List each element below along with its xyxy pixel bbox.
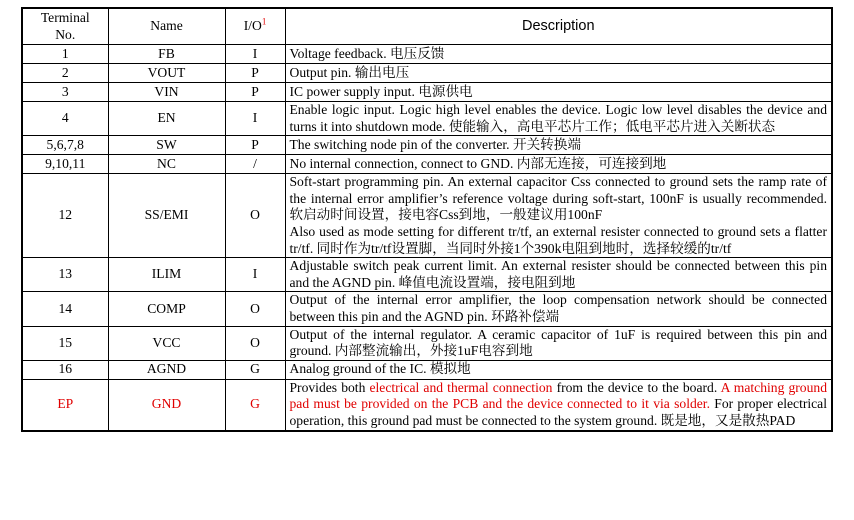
io-type-cell: O [225, 174, 285, 258]
pin-name-cell: VIN [108, 83, 225, 102]
io-type-cell: I [225, 102, 285, 136]
pin-name-cell: FB [108, 45, 225, 64]
pin-name-cell: SS/EMI [108, 174, 225, 258]
pin-name-cell: NC [108, 155, 225, 174]
description-paragraph-mode: Also used as mode setting for different tr/tf, an external resister connected to ground sets a flatter tr/tf. 同时作为tr/tf设置脚，当同时外接1个390k电阻到地时，选择较缓的tr/tf [289, 223, 827, 256]
description-text: Provides both [289, 379, 370, 395]
description-cell [285, 379, 832, 430]
table-row [22, 45, 832, 64]
description-paragraph-softstart: Soft-start programming pin. An external capacitor Css connected to ground sets the ramp rate of the internal error amplifier’s reference voltage during soft-start, 100nF is usually recommended. 软启动时间设置，接电容Css到地，一般建议用100nF [289, 174, 827, 223]
io-type-cell: G [225, 379, 285, 430]
pin-name-cell: COMP [108, 292, 225, 326]
pin-name-cell: VOUT [108, 64, 225, 83]
io-type-cell: O [225, 292, 285, 326]
header-name: Name [108, 8, 225, 45]
io-type-cell: / [225, 155, 285, 174]
description-cell: No internal connection, connect to GND. 内部无连接，可连接到地 [285, 155, 832, 174]
header-description: Description [285, 8, 832, 45]
io-type-cell: O [225, 326, 285, 360]
description-highlight: A matching ground pad must be provided on the PCB and the device connected to it via solder. [289, 379, 827, 412]
table-row [22, 174, 832, 258]
header-terminal-no [22, 8, 108, 45]
table-row [22, 83, 832, 102]
table-row [22, 136, 832, 155]
io-type-cell: I [225, 258, 285, 292]
table-row [22, 258, 832, 292]
pin-name-cell: AGND [108, 360, 225, 379]
header-io [225, 8, 285, 45]
description-cell: Analog ground of the IC. 模拟地 [285, 360, 832, 379]
description-highlight: electrical and thermal connection [369, 379, 553, 395]
pin-name-cell: SW [108, 136, 225, 155]
terminal-no-cell: 3 [22, 83, 108, 102]
description-text: from the device to the board. [552, 379, 721, 395]
terminal-no-cell: 16 [22, 360, 108, 379]
description-cell: Adjustable switch peak current limit. An external resister should be connected between this pin and the AGND pin. 峰值电流设置端，接电阻到地 [285, 258, 832, 292]
description-cell: Output of the internal regulator. A ceramic capacitor of 1uF is required between this pin and ground. 内部整流输出，外接1uF电容到地 [285, 326, 832, 360]
table-row [22, 360, 832, 379]
table-row [22, 155, 832, 174]
terminal-no-cell: 1 [22, 45, 108, 64]
pin-name-cell: ILIM [108, 258, 225, 292]
terminal-no-cell: 13 [22, 258, 108, 292]
header-terminal-line1: Terminal [40, 9, 90, 25]
terminal-no-cell: 9,10,11 [22, 155, 108, 174]
table-row [22, 102, 832, 136]
table-row-exposed-pad [22, 379, 832, 430]
terminal-no-cell: EP [22, 379, 108, 430]
table-row [22, 64, 832, 83]
io-type-cell: P [225, 83, 285, 102]
description-cell: The switching node pin of the converter. 开关转换端 [285, 136, 832, 155]
description-text: For proper electrical operation, this ground pad must be connected to the system ground. 既是地，又是散热PAD [289, 396, 827, 428]
table-row [22, 292, 832, 326]
terminal-no-cell: 5,6,7,8 [22, 136, 108, 155]
pin-description-table [21, 7, 833, 432]
pin-name-cell: GND [108, 379, 225, 430]
description-cell: Voltage feedback. 电压反馈 [285, 45, 832, 64]
description-cell: Output pin. 输出电压 [285, 64, 832, 83]
pin-description-table-wrapper [21, 7, 831, 432]
pin-name-cell: VCC [108, 326, 225, 360]
terminal-no-cell: 15 [22, 326, 108, 360]
description-cell: IC power supply input. 电源供电 [285, 83, 832, 102]
io-type-cell: I [225, 45, 285, 64]
table-row [22, 326, 832, 360]
table-header-row [22, 8, 832, 45]
header-io-label: I/O [243, 18, 262, 34]
pin-name-cell: EN [108, 102, 225, 136]
description-cell: Enable logic input. Logic high level enables the device. Logic low level disables the device and turns it into shutdown mode. 使能输入，高电平芯片工作；低电平芯片进入关断状态 [285, 102, 832, 136]
terminal-no-cell: 12 [22, 174, 108, 258]
io-type-cell: G [225, 360, 285, 379]
terminal-no-cell: 4 [22, 102, 108, 136]
header-io-footnote: 1 [261, 16, 267, 27]
header-terminal-line2: No. [55, 26, 76, 42]
terminal-no-cell: 2 [22, 64, 108, 83]
description-cell: Output of the internal error amplifier, the loop compensation network should be connected between this pin and the AGND pin. 环路补偿端 [285, 292, 832, 326]
io-type-cell: P [225, 64, 285, 83]
description-cell [285, 174, 832, 258]
io-type-cell: P [225, 136, 285, 155]
terminal-no-cell: 14 [22, 292, 108, 326]
